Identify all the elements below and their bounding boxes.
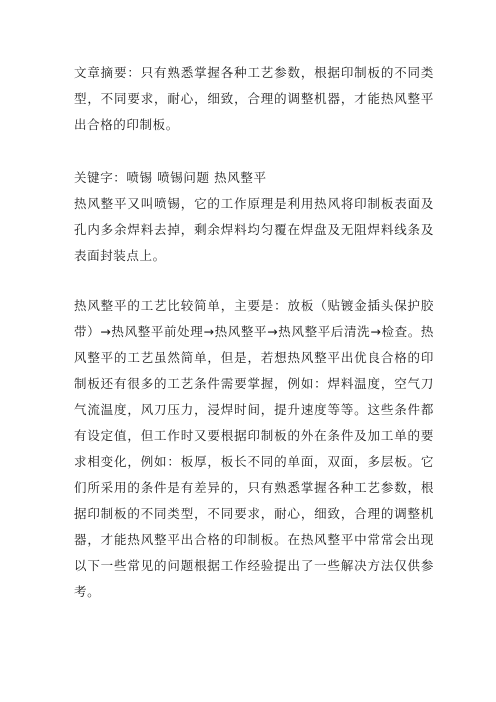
keywords-line: 关键字：喷锡 喷锡问题 热风整平	[74, 170, 267, 185]
process-paragraph: 热风整平的工艺比较简单，主要是：放板（贴镀金插头保护胶带）→热风整平前处理→热风整平→热风整平后清洗→检查。热风整平的工艺虽然简单，但是，若想热风整平出优良合格的印制板还有很多的工艺条件需要掌握，例如：焊料温度，空气刀气流温度，风刀压力，浸焊时间，提升速度等等。这些条件都有设定值，但工作时又要根据印制板的外在条件及加工单的要求相变化，例如：板厚，板长不同的单面，双面，多层板。它们所采用的条件是有差异的，只有熟悉掌握各种工艺参数，根据印制板的不同类型，不同要求，耐心，细致，合理的调整机器，才能热风整平出合格的印制板。在热风整平中常常会出现以下一些常见的问题根据工作经验提出了一些解决方法仅供参考。	[74, 298, 434, 599]
intro-paragraph: 热风整平又叫喷锡，它的工作原理是利用热风将印制板表面及孔内多余焊料去掉，剩余焊料均匀覆在焊盘及无阻焊料线条及表面封装点上。	[74, 196, 434, 263]
document-page	[74, 60, 434, 605]
abstract-paragraph: 文章摘要：只有熟悉掌握各种工艺参数，根据印制板的不同类型，不同要求，耐心，细致，合理的调整机器，才能热风整平出合格的印制板。	[74, 65, 434, 132]
